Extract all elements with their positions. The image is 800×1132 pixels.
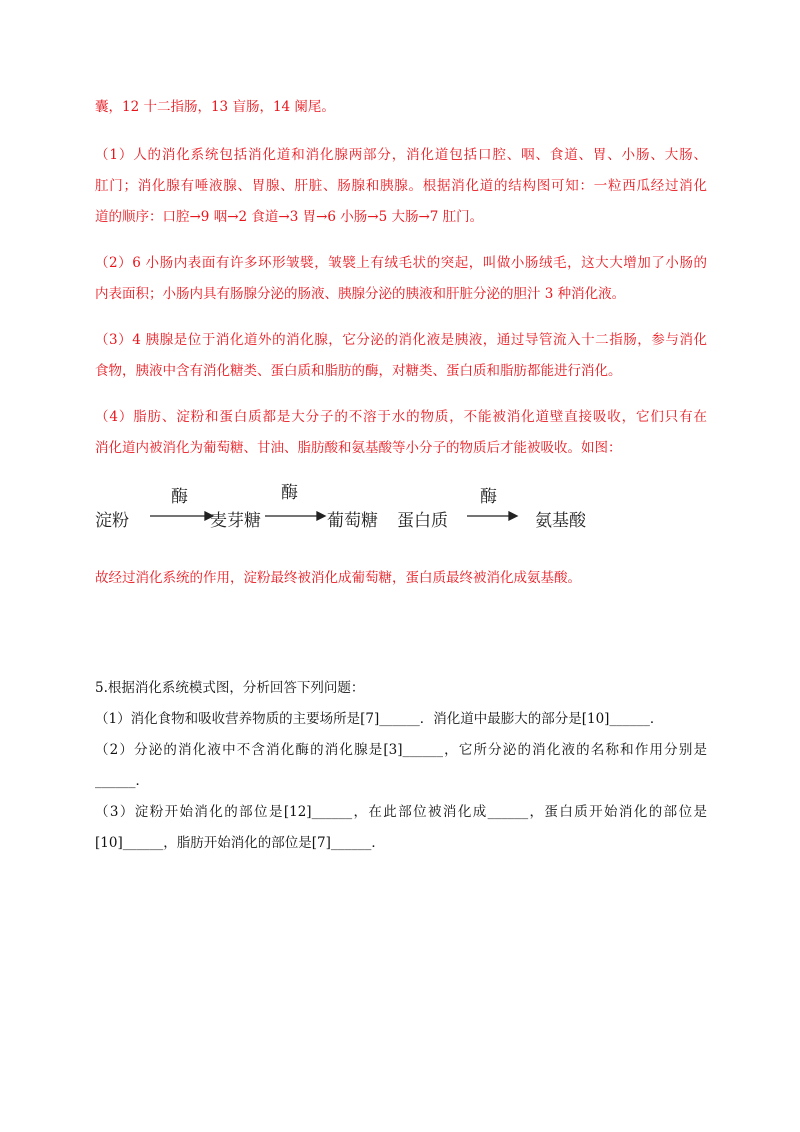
- answer-conclusion: 故经过消化系统的作用，淀粉最终被消化成葡萄糖，蛋白质最终被消化成氨基酸。: [95, 570, 581, 586]
- arrow-3-head: [509, 512, 517, 520]
- answer-p4-line1: （4）脂肪、淀粉和蛋白质都是大分子的不溶于水的物质，不能被消化道壁直接吸收，它们只有在: [95, 409, 707, 425]
- answer-p1-line3: 道的顺序：口腔→9 咽→2 食道→3 胃→6 小肠→5 大肠→7 肛门。: [95, 209, 484, 225]
- answer-intro: 囊，12 十二指肠，13 盲肠，14 阑尾。: [95, 99, 335, 115]
- answer-p2-line1: （2）6 小肠内表面有许多环形皱襞，皱襞上有绒毛状的突起，叫做小肠绒毛，这大大增加了小肠的: [95, 255, 707, 271]
- question5-part2-line1: （2）分泌的消化液中不含消化酶的消化腺是[3]______，它所分泌的消化液的名称和作用分别是: [95, 742, 707, 758]
- question5-part3-line2: [10]______，脂肪开始消化的部位是[7]______．: [95, 835, 385, 851]
- answer-p4-line2: 消化道内被消化为葡萄糖、甘油、脂肪酸和氨基酸等小分子的物质后才能被吸收。如图：: [95, 440, 622, 456]
- answer-p3-line1: （3）4 胰腺是位于消化道外的消化腺，它分泌的消化液是胰液，通过导管流入十二指肠，参与消化: [95, 332, 707, 348]
- term-glucose: 葡萄糖: [327, 511, 378, 531]
- digestion-flow-diagram: [95, 478, 615, 538]
- answer-p1-line2: 肛门；消化腺有唾液腺、胃腺、肝脏、肠腺和胰腺。根据消化道的结构图可知：一粒西瓜经过消化: [95, 178, 707, 194]
- term-protein: 蛋白质: [397, 511, 448, 531]
- question5-part3-line1: （3）淀粉开始消化的部位是[12]______，在此部位被消化成______，蛋白质开始消化的部位是: [95, 804, 707, 820]
- question5-stem: 5.根据消化系统模式图，分析回答下列问题：: [95, 680, 365, 696]
- arrow-2-head: [317, 512, 325, 520]
- term-starch: 淀粉: [95, 511, 129, 531]
- enzyme-label-1: 酶: [171, 487, 188, 507]
- enzyme-label-2: 酶: [281, 483, 298, 503]
- term-maltose: 麦芽糖: [210, 511, 261, 531]
- question5-part2-line2: ______．: [95, 773, 149, 789]
- answer-p2-line2: 内表面积；小肠内具有肠腺分泌的肠液、胰腺分泌的胰液和肝脏分泌的胆汁 3 种消化液。: [95, 286, 626, 302]
- answer-p1-line1: （1）人的消化系统包括消化道和消化腺两部分，消化道包括口腔、咽、食道、胃、小肠、大肠、: [95, 147, 707, 163]
- answer-p3-line2: 食物，胰液中含有消化糖类、蛋白质和脂肪的酶，对糖类、蛋白质和脂肪都能进行消化。: [95, 363, 622, 379]
- term-amino-acid: 氨基酸: [535, 511, 586, 531]
- enzyme-label-3: 酶: [480, 487, 497, 507]
- question5-part1: （1）消化食物和吸收营养物质的主要场所是[7]______．消化道中最膨大的部分是[10]______．: [95, 711, 664, 727]
